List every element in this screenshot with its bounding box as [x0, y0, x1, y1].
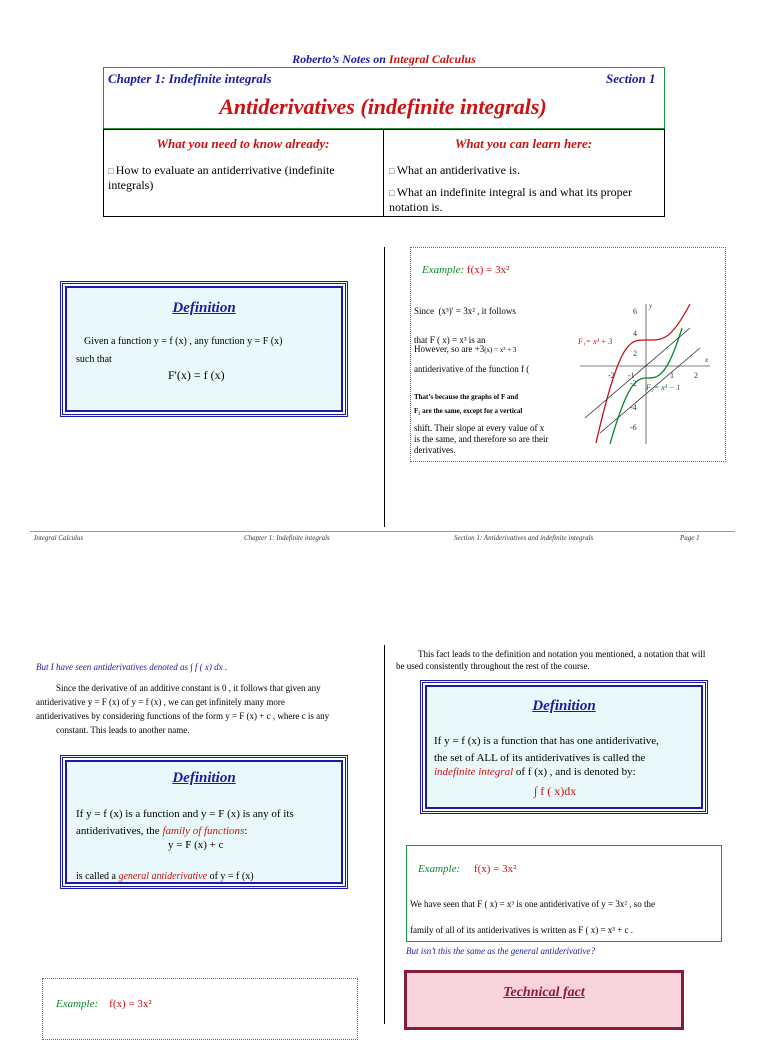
column-divider [384, 645, 385, 1024]
x-tick-2: 2 [694, 371, 698, 380]
y-tick-neg6: -6 [630, 423, 637, 432]
checkbox-icon: □ [108, 166, 116, 176]
example-text: derivatives. [414, 445, 456, 455]
chapter-label: Chapter 1: Indefinite integrals [108, 71, 272, 86]
definition-text: antiderivatives, the family of functions: [76, 825, 248, 837]
paragraph-text: antiderivative y = F (x) of y = f (x) , we can get infinitely many more [36, 697, 285, 707]
paragraph-text: be used consistently throughout the rest of the course. [396, 661, 590, 671]
definition-text: such that [76, 354, 112, 365]
need-to-know-heading: What you need to know already: [156, 136, 330, 151]
can-learn-item-2: □ What an indefinite integral is and what its proper notation is. [389, 185, 632, 214]
x-tick-neg1: -1 [628, 371, 635, 380]
y-tick-neg2: -2 [630, 379, 637, 388]
need-to-know-item: □ How to evaluate an antiderrivative (indefinite integrals) [108, 163, 335, 192]
example-text: family of all of its antiderivatives is written as F ( x) = x³ + c . [410, 925, 634, 935]
example-text: However, so are +3(x) = x³ + 3 [414, 344, 517, 354]
technical-fact-title: Technical fact [503, 985, 585, 1000]
f2-label: F₂= x³ − 1 [646, 383, 681, 392]
definition-formula: y = F (x) + c [168, 839, 224, 851]
example-heading: Example: f(x) = 3x² [422, 264, 510, 276]
definition-formula: F'(x) = f (x) [168, 368, 225, 382]
footer-section: Section 1: Antiderivatives and indefinite integrals [454, 534, 594, 542]
y-axis-label: y [649, 302, 653, 310]
definition-text: If y = f (x) is a function and y = F (x) is any of its [76, 808, 294, 820]
example-text: We have seen that F ( x) = x³ is one antiderivative of y = 3x² , so the [410, 899, 656, 909]
definition-title: Definition [172, 770, 236, 786]
x-tick-neg2: -2 [608, 371, 615, 380]
paragraph-text: Since the derivative of an additive constant is 0 , it follows that given any [56, 683, 321, 693]
book-title: Roberto’s Notes on Integral Calculus [292, 52, 476, 66]
y-tick-2: 2 [633, 349, 637, 358]
y-tick-neg4: -4 [630, 403, 637, 412]
definition-formula: ∫ f ( x)dx [534, 784, 577, 798]
example-text: is the same, and therefore so are their [414, 434, 549, 444]
y-tick-6: 6 [633, 307, 637, 316]
example-text: Since (x³)′ = 3x² , it follows [414, 306, 516, 316]
f1-label: F₁= x³ + 3 [578, 337, 613, 346]
x-axis-label: x [705, 356, 709, 364]
can-learn-heading: What you can learn here: [454, 136, 593, 151]
paragraph-text: This fact leads to the definition and notation you mentioned, a notation that will [418, 649, 706, 659]
example-text: F₂ are the same, except for a vertical [414, 407, 523, 415]
graph-axes [580, 304, 710, 444]
definition-text: is called a general antiderivative of y = f (x) [76, 871, 254, 882]
example-text: that F ( x) = x³ is an [414, 335, 486, 345]
definition-title: Definition [172, 300, 236, 316]
footer-rule [30, 531, 735, 532]
footer-chapter: Chapter 1: Indefinite integrals [244, 534, 330, 542]
definition-text: Given a function y = f (x) , any function y = F (x) [84, 336, 283, 347]
definition-title: Definition [532, 698, 596, 714]
example-text: That’s because the graphs of F and [414, 393, 519, 401]
x-tick-1: 1 [670, 371, 674, 380]
question-text: But I have seen antiderivatives denoted as ∫ f ( x) dx . [36, 662, 228, 672]
definition-text: the set of ALL of its antiderivatives is called the [434, 752, 646, 764]
footer-page: Page 1 [680, 534, 700, 542]
checkbox-icon: □ [389, 166, 397, 176]
paragraph-text: constant. This leads to another name. [56, 725, 190, 735]
section-label: Section 1 [606, 71, 656, 86]
example-text: antiderivative of the function f ( [414, 364, 530, 374]
footer-left: Integral Calculus [34, 534, 84, 542]
page-title: Antiderivatives (indefinite integrals) [219, 94, 547, 119]
definition-text: If y = f (x) is a function that has one antiderivative, [434, 735, 659, 747]
definition-text: indefinite integral of f (x) , and is denoted by: [434, 766, 636, 778]
function-graph [570, 298, 720, 448]
y-tick-4: 4 [633, 329, 637, 338]
example-heading: Example: f(x) = 3x² [56, 998, 152, 1010]
column-divider [384, 247, 385, 527]
paragraph-text: antiderivatives by considering functions of the form y = F (x) + c , where c is any [36, 711, 330, 721]
checkbox-icon: □ [389, 188, 397, 198]
example-text: shift. Their slope at every value of x [414, 423, 545, 433]
question-text: But isn’t this the same as the general antiderivative? [406, 946, 595, 956]
can-learn-item-1: □ What an antiderivative is. [389, 163, 520, 177]
example-heading: Example: f(x) = 3x² [418, 863, 517, 875]
